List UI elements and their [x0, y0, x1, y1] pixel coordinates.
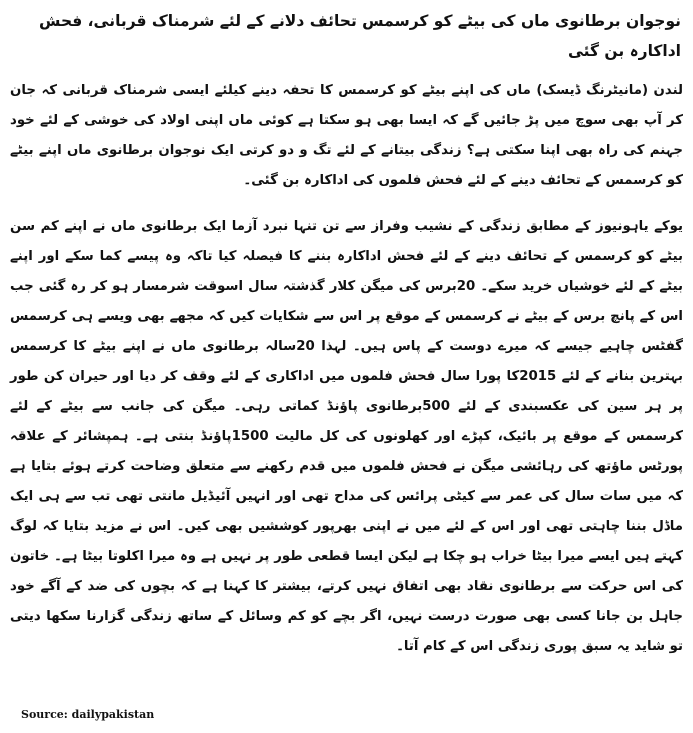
source-credit: Source: dailypakistan: [21, 708, 155, 721]
article-paragraph-intro: لندن (مانیٹرنگ ڈیسک) ماں کی اپنے بیٹے کو کرسمس کا تحفہ دینے کیلئے ایسی شرمناک قربانی کہ جان کر آپ بھی سوچ میں پڑ جائیں گے کہ ایسا بھی ہو سکتا ہے کوئی ماں اپنی اولاد کی خوشی کے لئے خود جہنم کی راہ بھی اپنا سکتی ہے؟ زندگی بیتانے کے لئے تگ و دو کرتی ایک نوجوان برطانوی ماں اپنے بیٹے کو کرسمس کے تحائف دینے کے لئے فحش فلموں کی اداکارہ بن گئی۔: [10, 83, 683, 188]
article-headline: نوجوان برطانوی ماں کی بیٹے کو کرسمس تحائف دلانے کے لئے شرمناک قربانی، فحش اداکارہ بن گئی: [39, 12, 681, 60]
news-article: [10, 6, 683, 706]
article-paragraph-body: یوکے یاہونیوز کے مطابق زندگی کے نشیب وفراز سے تن تنہا نبرد آزما ایک برطانوی ماں نے اپنے کم سن بیٹے کو کرسمس کے تحائف دینے کے لئے فحش اداکارہ بننے کا فیصلہ کیا تاکہ وہ پیسے کما سکے اور اپنے بیٹے کے لئے خوشیاں خرید سکے۔ 20برس کی میگن کلار گذشتہ سال اسوقت شرمسار ہو کر رہ گئی جب اس کے پانچ برس کے بیٹے نے کرسمس کے موقع پر اس سے شکایات کیں کہ مجھے بھی ویسے ہی کرسمس گفٹس چاہیے جیسے کہ میرے دوست کے پاس ہیں۔ لہذا 20سالہ برطانوی ماں نے اپنے بیٹے کا کرسمس بہترین بنانے کے لئے 2015کا پورا سال فحش فلموں میں اداکاری کے لئے وقف کر دیا اور حیران کن طور پر ہر سین کی عکسبندی کے لئے 500برطانوی پاؤنڈ کماتی رہی۔ میگن کی جانب سے بیٹے کے لئے کرسمس کے موقع پر بائیک، کپڑے اور کھلونوں کی کل مالیت 1500پاؤنڈ بنتی ہے۔ ہمپشائر کے علاقہ پورٹس ماؤتھ کی رہائشی میگن نے فحش فلموں میں قدم رکھنے سے متعلق وضاحت کرتے ہوئے بتایا ہے کہ میں سات سال کی عمر سے کیٹی پرائس کی مداح تھی اور انہیں آئیڈیل مانتی تھی تب سے ہی ایک ماڈل بننا چاہتی تھی اور اس کے لئے میں نے اپنی بھرپور کوششیں بھی کیں۔ اس نے مزید بتایا کہ لوگ کہتے ہیں ایسے میرا بیٹا خراب ہو چکا ہے لیکن ایسا قطعی طور پر نہیں ہے وہ میرا اکلوتا بیٹا ہے۔ خاتون کی اس حرکت سے برطانوی نقاد بھی اتفاق نہیں کرتے، بیشتر کا کہنا ہے کہ بچوں کی ضد کے آگے خود جاہل بن جانا کسی بھی صورت درست نہیں، اگر بچے کو کم وسائل کے ساتھ زندگی گزارنا سکھا دیتی تو شاید یہ سبق پوری زندگی اس کے کام آتا۔: [10, 219, 683, 654]
